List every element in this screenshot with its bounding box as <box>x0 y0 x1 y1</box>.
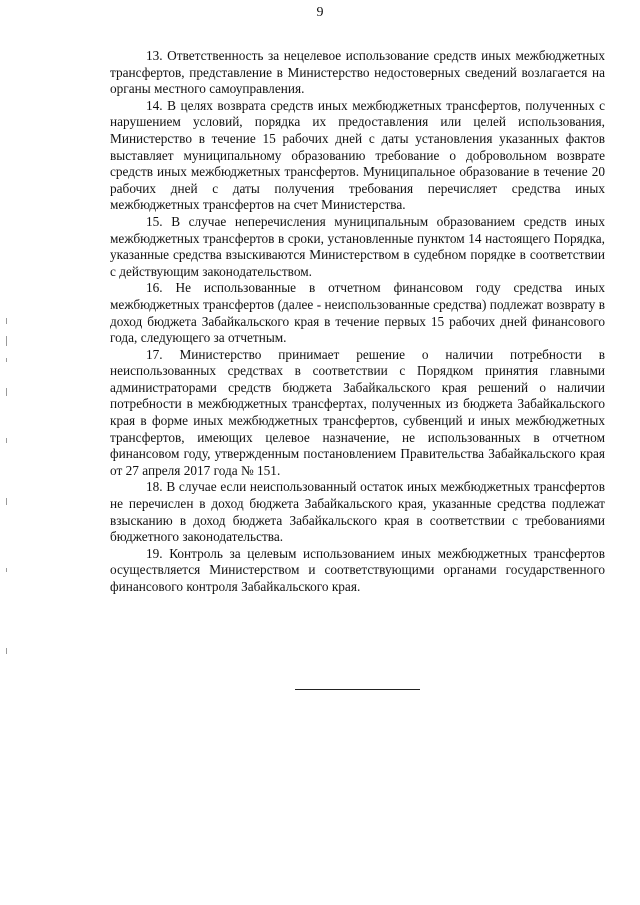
scan-margin-marks <box>6 318 8 658</box>
paragraph-19: 19. Контроль за целевым использованием иных межбюджетных трансфертов осуществляется Министерством и соответствующими органами государственного финансового контроля Забайкальского края. <box>110 545 605 594</box>
paragraph-15: 15. В случае неперечисления муниципальным образованием средств иных межбюджетных трансфертов в сроки, установленные пунктом 14 настоящего Порядка, указанные средства взыскиваются Министерством в судебном порядке в соответствии с действующим законодательством. <box>110 213 605 279</box>
paragraph-13: 13. Ответственность за нецелевое использование средств иных межбюджетных трансфертов, представление в Министерство недостоверных сведений возлагается на органы местного самоуправления. <box>110 48 605 97</box>
page-number: 9 <box>316 5 324 20</box>
paragraph-14: 14. В целях возврата средств иных межбюджетных трансфертов, полученных с нарушением условий, порядка их предоставления или целей использования, Министерство в течение 15 рабочих дней с даты установления указанных фактов выставляет муниципальному образованию требование о добровольном возврате средств иных межбюджетных трансфертов. Муниципальное образование в течение 20 рабочих дней с даты получения требования перечисляет средства иных межбюджетных трансфертов на счет Министерства. <box>110 97 605 213</box>
paragraph-17: 17. Министерство принимает решение о наличии потребности в неиспользованных средствах в соответствии с Порядком принятия главными администраторами средств бюджета Забайкальского края решений о наличии потребности в межбюджетных трансфертах, полученных из бюджета Забайкальского края в форме иных межбюджетных трансфертов, субвенций и иных межбюджетных трансфертов, имеющих целевое назначение, не использованных в отчетном финансовом году, утвержденным постановлением Правительства Забайкальского края от 27 апреля 2017 года № 151. <box>110 346 605 478</box>
end-of-document-rule <box>295 689 420 690</box>
document-body <box>110 48 605 596</box>
paragraph-16: 16. Не использованные в отчетном финансовом году средства иных межбюджетных трансфертов (далее - неиспользованные средства) подлежат возврату в доход бюджета Забайкальского края в течение первых 15 рабочих дней финансового года, следующего за отчетным. <box>110 280 605 346</box>
paragraph-18: 18. В случае если неиспользованный остаток иных межбюджетных трансфертов не перечислен в доход бюджета Забайкальского края, указанные средства подлежат взысканию в доход бюджета Забайкальского края в соответствии с требованиями бюджетного законодательства. <box>110 479 605 545</box>
